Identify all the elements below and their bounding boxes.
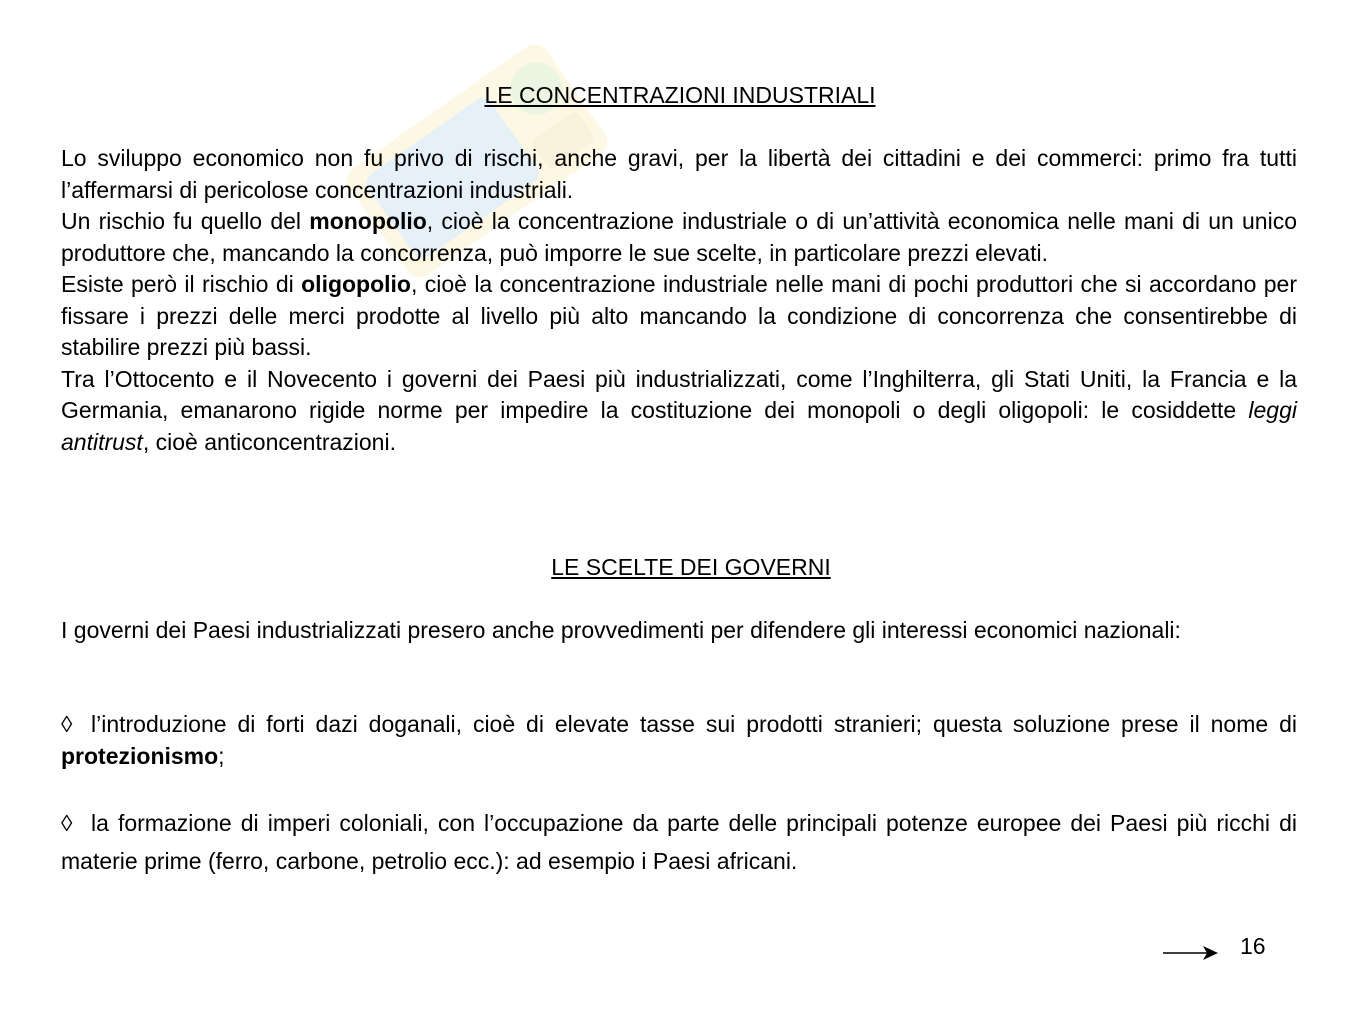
section-title-scelte: LE SCELTE DEI GOVERNI	[551, 554, 831, 580]
diamond-bullet-icon: ◊	[61, 810, 73, 836]
paragraph-intro: Lo sviluppo economico non fu privo di rischi, anche gravi, per la libertà dei cittadini e dei commerci: primo fra tutti l’affermarsi di pericolose concentrazioni industriali.	[61, 145, 1297, 203]
list-item-protezionismo: ◊ l’introduzione di forti dazi doganali, cioè di elevate tasse sui prodotti stranieri; questa soluzione prese il nome di protezionismo;	[61, 711, 1297, 769]
next-arrow-icon	[1163, 942, 1219, 962]
section-title-concentrazioni: LE CONCENTRAZIONI INDUSTRIALI	[484, 82, 876, 108]
page-number: 16	[1240, 933, 1266, 959]
paragraph-antitrust: Tra l’Ottocento e il Novecento i governi dei Paesi più industrializzati, come l’Inghilterra, gli Stati Uniti, la Francia e la Germania, emanarono rigide norme per impedire la costituzione dei monopoli o degli oligopoli: le cosiddette leggi antitrust, cioè anticoncentrazioni.	[61, 365, 1297, 455]
paragraph-monopolio: Un rischio fu quello del monopolio, cioè la concentrazione industriale o di un’attività economica nelle mani di un unico produttore che, mancando la concorrenza, può imporre le sue scelte, in particolare prezzi elevati.	[61, 208, 1297, 266]
list-item-imperi-coloniali: ◊ la formazione di imperi coloniali, con l’occupazione da parte delle principali potenze europee dei Paesi più ricchi di materie prime (ferro, carbone, petrolio ecc.): ad esempio i Paesi africani.	[61, 804, 1297, 880]
paragraph-governi: I governi dei Paesi industrializzati presero anche provvedimenti per difendere gli interessi economici nazionali:	[61, 617, 1181, 643]
term-monopolio: monopolio	[309, 208, 427, 234]
term-protezionismo: protezionismo	[61, 742, 219, 769]
paragraph-oligopolio: Esiste però il rischio di oligopolio, cioè la concentrazione industriale nelle mani di pochi produttori che si accordano per fissare i prezzi delle merci prodotte al livello più alto mancando la condizione di concorrenza che consentirebbe di stabilire prezzi più bassi.	[61, 271, 1297, 360]
term-oligopolio: oligopolio	[301, 271, 411, 297]
term-leggi-antitrust: leggi antitrust	[61, 397, 1297, 455]
diamond-bullet-icon: ◊	[61, 711, 73, 737]
